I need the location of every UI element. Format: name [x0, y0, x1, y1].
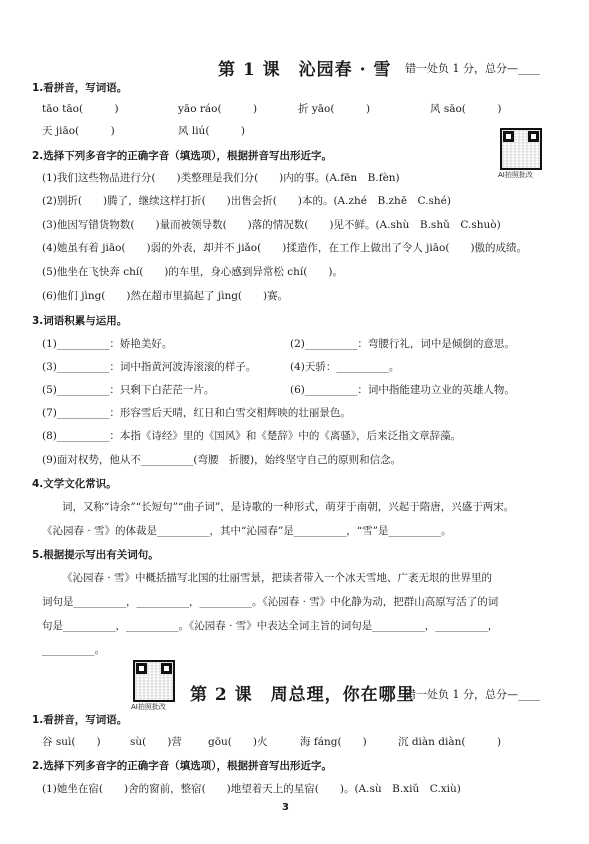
l2-s1-heading: 1.看拼音，写词语。 [32, 714, 128, 726]
l1-s1-item: yāo ráo( ) [178, 103, 258, 115]
l1-s5-heading: 5.根据提示写出有关词句。 [32, 549, 159, 561]
qr-code-icon[interactable] [133, 660, 175, 702]
l1-s3-item: (3)__________：词中指黄河波涛滚滚的样子。 [42, 361, 257, 373]
l1-s3-item: (2)__________：弯腰行礼，词中是倾倒的意思。 [290, 338, 515, 350]
l1-s3-line: (8)__________：本指《诗经》里的《国风》和《楚辞》中的《离骚》，后来泛指文章辞藻。 [42, 430, 462, 442]
l1-s2-line: (4)她虽有着 jiāo( )弱的外表，却并不 jiǎo( )揉造作，在工作上做出了令人 jiāo( )傲的成绩。 [42, 242, 528, 254]
lesson2-score: 错一处负 1 分，总分—____ [405, 688, 540, 701]
l2-s1-item: gōu( )火 [208, 736, 268, 748]
l1-s3-line: (9)面对权势，他从不__________(弯腰 折腰)，始终坚守自己的原则和信念。 [42, 454, 402, 466]
l1-s2-line: (3)他因写错货物数( )量而被领导数( )落的情况数( )见不鲜。(A.shù B.shǔ C.shuò) [42, 219, 501, 231]
lesson1-score: 错一处负 1 分，总分—____ [405, 62, 540, 75]
l1-s1-item: 天 jiāo( ) [42, 125, 115, 137]
qr-code-label: AI拍照批改 [498, 171, 533, 179]
lesson1-title: 第 1 课 沁园春 · 雪 [218, 60, 392, 80]
l1-s5-paragraph: __________。 [42, 644, 105, 656]
l1-s2-heading: 2.选择下列多音字的正确字音（填选项），根据拼音写出形近字。 [32, 150, 333, 162]
l1-s3-heading: 3.词语积累与运用。 [32, 315, 128, 327]
l2-s1-item: 海 fáng( ) [300, 736, 367, 748]
l2-s1-item: 谷 suì( ) [42, 736, 101, 748]
l1-s5-paragraph: 句是__________，__________。《沁园春 · 雪》中表达全词主旨的词句是__________，__________， [42, 620, 499, 632]
l2-s1-item: 沉 diàn diàn( ) [398, 736, 502, 748]
lesson2-title: 第 2 课 周总理，你在哪里 [190, 685, 415, 705]
l1-s4-paragraph: 词，又称“诗余”“长短句”“曲子词”，是诗歌的一种形式，萌芽于南朝，兴起于隋唐，兴盛于两宋。 [62, 501, 515, 513]
qr-code-icon[interactable] [500, 128, 542, 170]
l1-s3-line: (7)__________：形容雪后天晴，红日和白雪交相辉映的壮丽景色。 [42, 407, 351, 419]
l1-s5-paragraph: 词句是__________，__________，__________。《沁园春 · 雪》中化静为动，把群山高原写活了的词 [42, 596, 499, 608]
l1-s3-item: (6)__________：词中指能建功立业的英雄人物。 [290, 384, 515, 396]
l1-s4-paragraph: 《沁园春 · 雪》的体裁是__________，其中“沁园春”是__________，“雪”是__________。 [42, 525, 452, 537]
l1-s1-heading: 1.看拼音，写词语。 [32, 82, 128, 94]
l1-s2-line: (5)他坐在飞快奔 chí( )的车里，身心感到异常松 chí( )。 [42, 266, 343, 278]
l1-s1-item: tāo tāo( ) [42, 103, 119, 115]
l1-s1-item: 折 yāo( ) [298, 103, 371, 115]
l1-s2-line: (6)他们 jìng( )然在超市里搞起了 jìng( )赛。 [42, 290, 289, 302]
qr-code-label: AI拍照批改 [131, 703, 166, 711]
l1-s3-item: (5)__________：只剩下白茫茫一片。 [42, 384, 215, 396]
l1-s5-paragraph: 《沁园春 · 雪》中概括描写北国的壮丽雪景，把读者带入一个冰天雪地、广袤无垠的世界里的 [62, 572, 493, 584]
l2-s2-heading: 2.选择下列多音字的正确字音（填选项），根据拼音写出形近字。 [32, 760, 333, 772]
l2-s1-item: sù( )营 [130, 736, 182, 748]
l1-s1-item: 风 sāo( ) [430, 103, 502, 115]
l1-s3-item: (4)天骄：__________。 [290, 361, 400, 373]
l1-s3-item: (1)__________：娇艳美好。 [42, 338, 173, 350]
l1-s1-item: 风 liú( ) [178, 125, 246, 137]
l2-s2-line: (1)她坐在宿( )舍的窗前，整宿( )地望着天上的星宿( )。(A.sù B.xiǔ C.xiù) [42, 783, 461, 795]
l1-s4-heading: 4.文学文化常识。 [32, 478, 117, 490]
page-number: 3 [282, 802, 289, 813]
l1-s2-line: (1)我们这些物品进行分( )类整理是我们分( )内的事。(A.fēn B.fèn) [42, 172, 400, 184]
l1-s2-line: (2)别折( )腾了，继续这样打折( )出售会折( )本的。(A.zhé B.zhē C.shé) [42, 195, 451, 207]
